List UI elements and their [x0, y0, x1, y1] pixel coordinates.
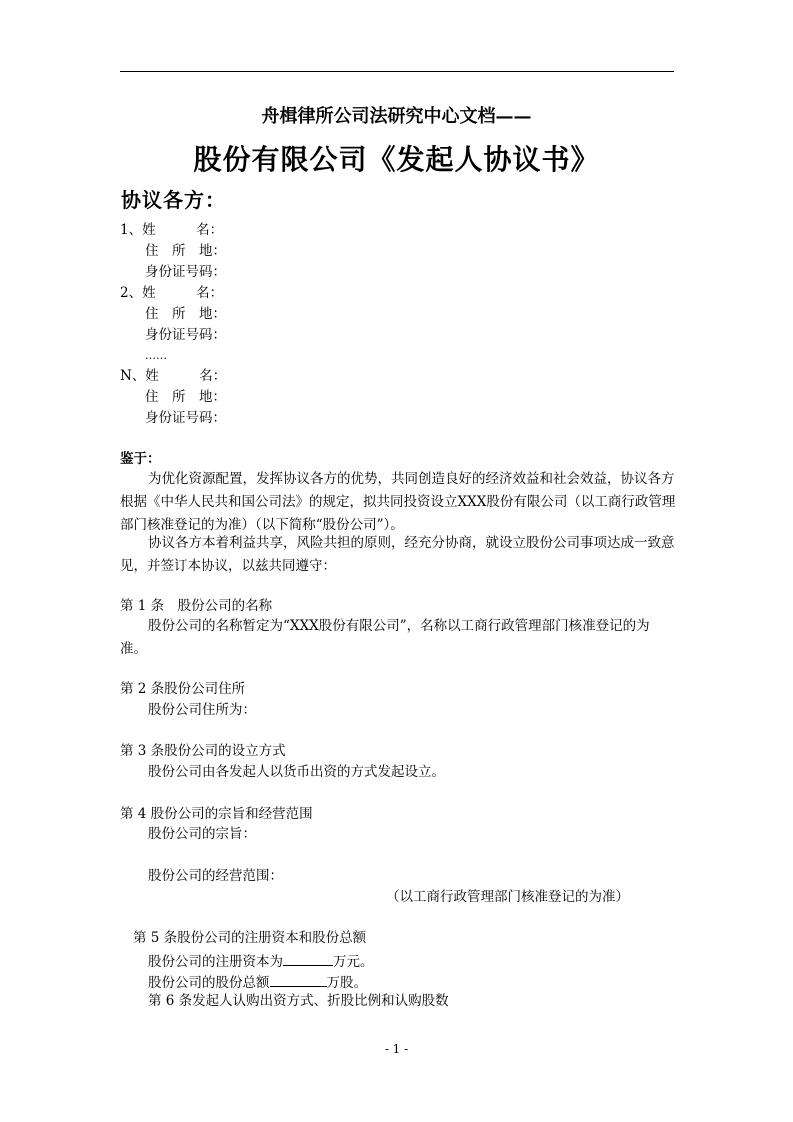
page-number: - 1 -: [384, 1042, 409, 1056]
party-1-address: 住 所 地：: [145, 243, 226, 259]
parties-heading: 协议各方：: [121, 188, 226, 212]
party-1-name: 1、姓 名：: [120, 222, 224, 238]
article-1-body: 股份公司的名称暂定为“XXX股份有限公司”，名称以工商行政管理部门核准登记的为准。: [120, 618, 650, 657]
article-1-title: 第 1 条 股份公司的名称: [120, 598, 273, 614]
shares-label: 股份公司的股份总额: [148, 975, 270, 991]
whereas-paragraph-1: 为优化资源配置，发挥协议各方的优势，共同创造良好的经济效益和社会效益，协议各方根据《中华人民共和国公司法》的规定，拟共同投资设立XXX股份有限公司（以工商行政管理部门核准登记的为准）（以下简称“股份公司”）。: [120, 471, 676, 533]
article-4-purpose: 股份公司的宗旨：: [148, 826, 256, 842]
party-2-address: 住 所 地：: [145, 306, 226, 322]
party-n-id: 身份证号码：: [145, 410, 226, 426]
whereas-paragraph-2: 协议各方本着利益共享，风险共担的原则，经充分协商，就设立股份公司事项达成一致意见，并签订本协议，以兹共同遵守：: [120, 535, 675, 574]
party-2-name: 2、姓 名：: [120, 285, 224, 301]
article-4-title: 第 4 股份公司的宗旨和经营范围: [120, 806, 313, 822]
party-ellipsis: ……: [145, 349, 167, 362]
article-5-capital: [148, 953, 374, 970]
article-3-body: 股份公司由各发起人以货币出资的方式发起设立。: [148, 764, 445, 780]
article-6-title: 第 6 条发起人认购出资方式、折股比例和认购股数: [148, 993, 449, 1009]
capital-unit: 万元。: [333, 954, 374, 970]
article-3-title: 第 3 条股份公司的设立方式: [120, 743, 286, 759]
whereas-heading: 鉴于：: [120, 451, 161, 467]
document-title: 股份有限公司《发起人协议书》: [193, 143, 600, 176]
article-2-body: 股份公司住所为：: [148, 702, 256, 718]
article-4-scope: 股份公司的经营范围：: [148, 868, 283, 884]
capital-label: 股份公司的注册资本为: [148, 954, 283, 970]
shares-unit: 万股。: [326, 975, 367, 991]
article-5-shares: [148, 974, 367, 991]
document-subtitle: 舟楫律所公司法研究中心文档——: [261, 106, 532, 127]
party-n-address: 住 所 地：: [145, 389, 226, 405]
party-2-id: 身份证号码：: [145, 327, 226, 343]
party-n-name: N、姓 名：: [120, 368, 227, 384]
header-rule: [120, 71, 674, 72]
capital-blank[interactable]: [283, 953, 333, 966]
article-5-title: 第 5 条股份公司的注册资本和股份总额: [133, 930, 367, 946]
shares-blank[interactable]: [270, 974, 327, 987]
article-2-title: 第 2 条股份公司住所: [120, 681, 246, 697]
article-4-note: （以工商行政管理部门核准登记的为准）: [386, 889, 629, 905]
party-1-id: 身份证号码：: [145, 264, 226, 280]
